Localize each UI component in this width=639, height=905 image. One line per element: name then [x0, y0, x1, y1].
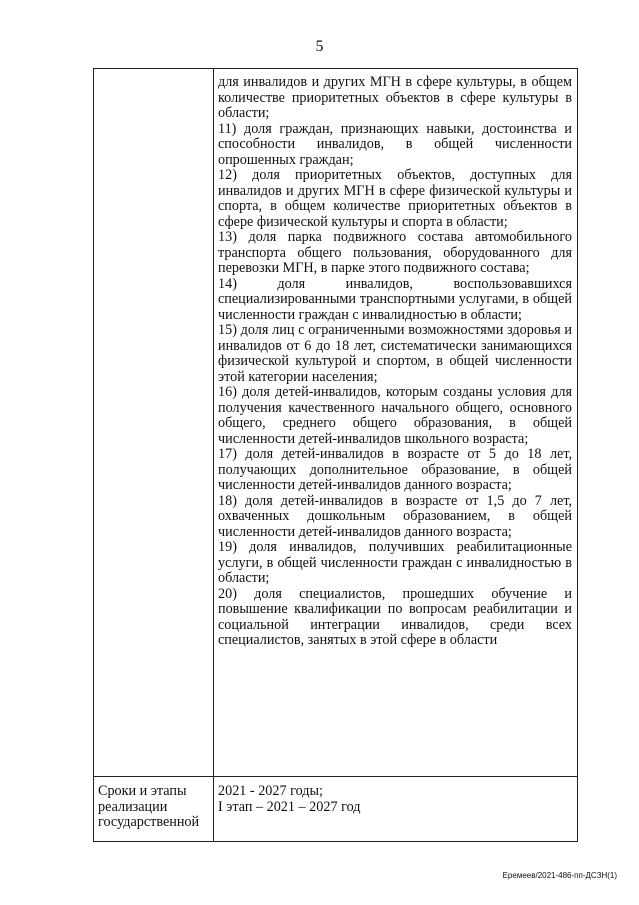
indicator-paragraph: 19) доля инвалидов, получивших реабилитационные услуги, в общей численности граждан с инвалидностью в области; — [218, 539, 572, 586]
indicator-paragraph: для инвалидов и других МГН в сфере культуры, в общем количестве приоритетных объектов в сфере культуры в области; — [218, 74, 572, 121]
indicator-paragraph: 20) доля специалистов, прошедших обучение и повышение квалификации по вопросам реабилитации и социальной интеграции инвалидов, среди всех специалистов, занятых в этой сфере в области — [218, 585, 572, 648]
indicator-paragraph: 15) доля лиц с ограниченными возможностями здоровья и инвалидов от 6 до 18 лет, систематически занимающихся физической культурой и спортом, в общей численности этой категории населения; — [218, 322, 572, 385]
terms-label-line: государственной — [98, 814, 200, 830]
program-table — [93, 68, 578, 842]
terms-value-cell — [218, 784, 572, 815]
document-code: Еремеев/2021-486-пп-ДСЗН(1) — [502, 871, 617, 880]
terms-value-line: 2021 - 2027 годы; — [218, 783, 323, 799]
column-divider — [213, 69, 214, 841]
indicator-paragraph: 12) доля приоритетных объектов, доступных для инвалидов и других МГН в сфере физической культуры и спорта, в общем количестве приоритетных объектов в сфере физической культуры и спорта в области; — [218, 167, 572, 230]
row-divider — [94, 776, 577, 777]
indicator-paragraph: 11) доля граждан, признающих навыки, достоинства и способности инвалидов, в общей численности опрошенных граждан; — [218, 120, 572, 168]
indicator-paragraph: 17) доля детей-инвалидов в возрасте от 5 до 18 лет, получающих дополнительное образование, в общей численности детей-инвалидов данного возраста; — [218, 446, 572, 493]
indicator-paragraph: 18) доля детей-инвалидов в возрасте от 1,5 до 7 лет, охваченных дошкольным образованием, в общей численности детей-инвалидов данного возраста; — [218, 492, 572, 540]
terms-label-line: реализации — [98, 798, 168, 815]
indicator-paragraph: 13) доля парка подвижного состава автомобильного транспорта общего пользования, оборудованного для перевозки МГН, в парке этого подвижного состава; — [218, 229, 572, 276]
indicator-paragraph: 14) доля инвалидов, воспользовавшихся специализированными транспортными услугами, в общей численности граждан с инвалидностью в области; — [218, 275, 572, 323]
terms-label-line: Сроки и этапы — [98, 783, 187, 799]
page-number: 5 — [315, 38, 324, 55]
indicators-cell — [218, 75, 572, 649]
indicator-paragraph: 16) доля детей-инвалидов, которым созданы условия для получения качественного начального общего, основного общего, среднего общего образования, в общей численности детей-инвалидов школьного возраста; — [218, 384, 572, 447]
terms-value-line: I этап – 2021 – 2027 год — [218, 798, 361, 815]
terms-label-cell — [98, 784, 210, 831]
